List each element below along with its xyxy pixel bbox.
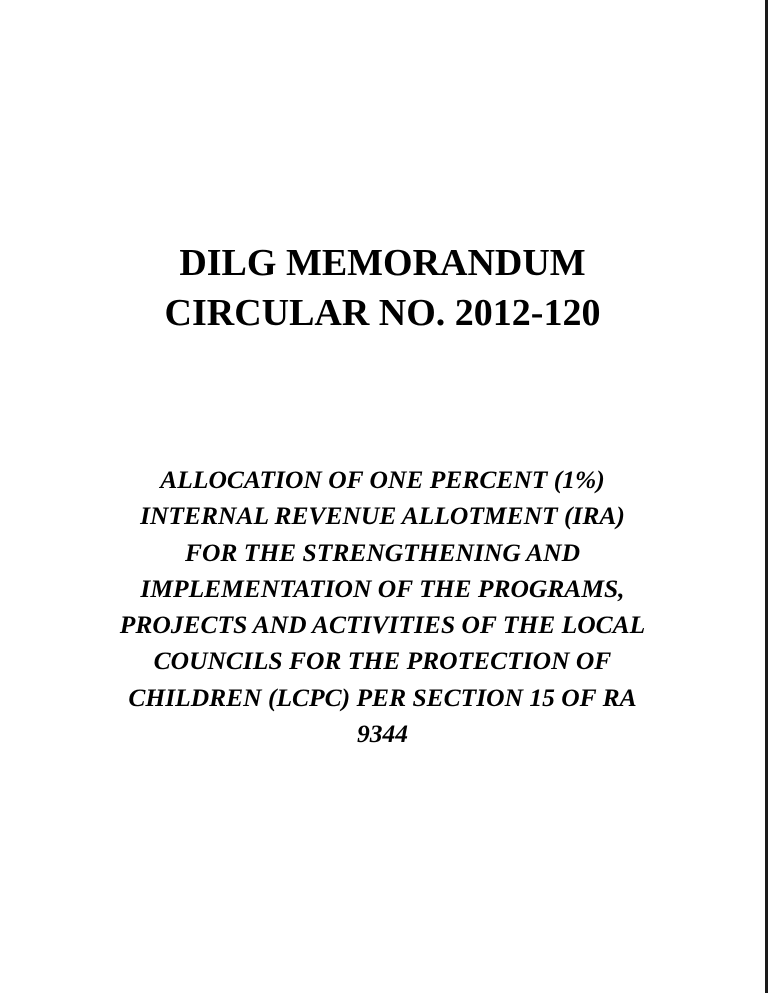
memorandum-subject [0,462,765,752]
subject-line: IMPLEMENTATION OF THE PROGRAMS, [140,573,625,603]
title-line: CIRCULAR NO. 2012-120 [164,292,601,334]
subject-line: 9344 [357,719,408,749]
subject-line: CHILDREN (LCPC) PER SECTION 15 OF RA [128,682,637,712]
title-line: DILG MEMORANDUM [179,242,586,284]
subject-line: PROJECTS AND ACTIVITIES OF THE LOCAL [119,610,646,640]
subject-line: ALLOCATION OF ONE PERCENT (1%) [160,465,605,494]
subject-line: COUNCILS FOR THE PROTECTION OF [153,646,612,676]
memorandum-title [0,238,765,338]
subject-line: INTERNAL REVENUE ALLOTMENT (IRA) [140,501,625,531]
subject-line: FOR THE STRENGTHENING AND [184,537,581,567]
